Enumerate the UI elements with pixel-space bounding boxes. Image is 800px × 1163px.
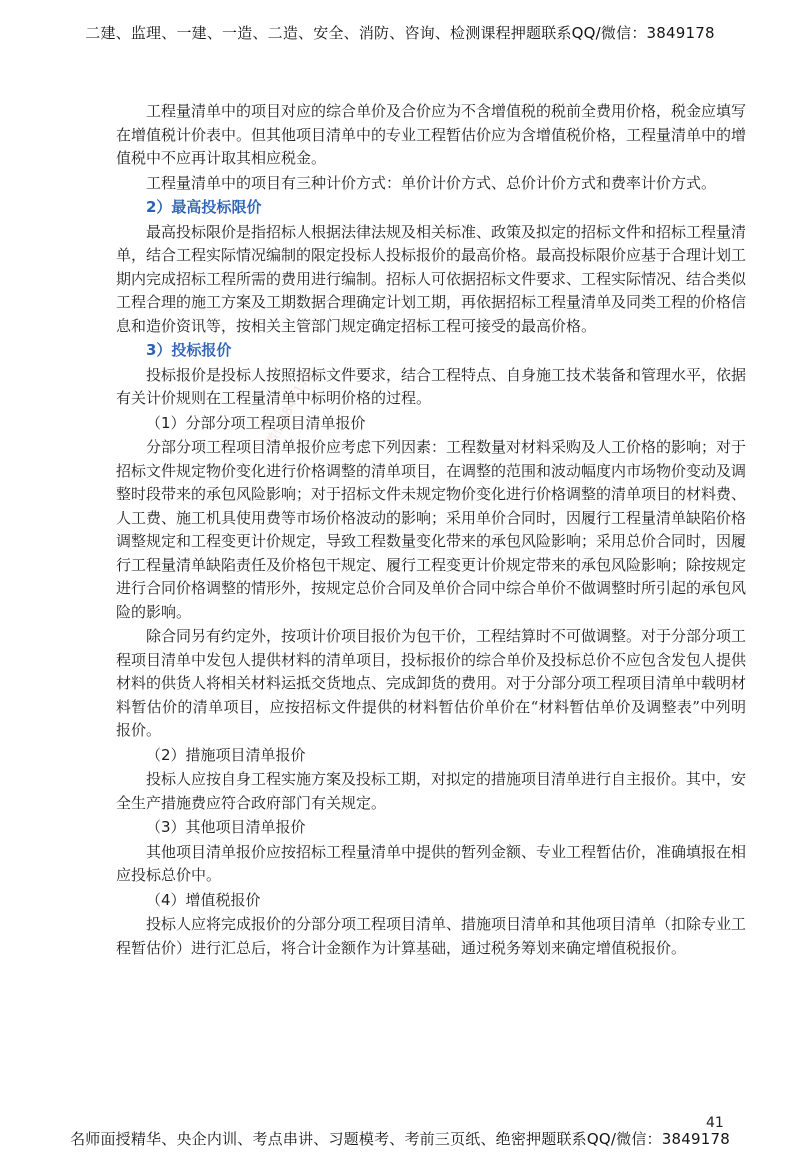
heading-max-bid-price: 2）最高投标限价 xyxy=(146,198,262,216)
header-banner: 二建、监理、一建、一造、二造、安全、消防、咨询、检测课程押题联系QQ/微信：3849178 xyxy=(85,24,715,42)
subheading-other-list: （3）其他项目清单报价 xyxy=(146,818,306,836)
paragraph-bid-price: 投标报价是投标人按照招标文件要求，结合工程特点、自身施工技术装备和管理水平，依据有关计价规则在工程量清单中标明价格的过程。 xyxy=(116,365,747,407)
paragraph-pricing-methods: 工程量清单中的项目有三种计价方式：单价计价方式、总价计价方式和费率计价方式。 xyxy=(146,173,717,192)
watermark-text: 微信3849178 xyxy=(263,367,317,449)
page-body xyxy=(116,100,746,961)
heading-bid-price: 3）投标报价 xyxy=(146,341,232,359)
footer-banner: 名师面授精华、央企内训、考点串讲、习题模考、考前三页纸、绝密押题联系QQ/微信：3849178 xyxy=(70,1130,730,1148)
subheading-sub-item-list: （1）分部分项工程项目清单报价 xyxy=(146,413,366,432)
subheading-measures-list: （2）措施项目清单报价 xyxy=(146,745,306,764)
paragraph-sub-item-factors: 分部分项工程项目清单报价应考虑下列因素：工程数量对材料采购及人工价格的影响；对于招标文件规定物价变化进行价格调整的清单项目，在调整的范围和波动幅度内市场物价变动及调整时段带来的承包风险影响；对于招标文件未规定物价变化进行价格调整的清单项目的材料费、人工费、施工机具使用费等市场价格波动的影响；采用单价合同时，因履行工程量清单缺陷价格调整规定和工程变更计价规定，导致工程数量变化带来的承包风险影响；采用总价合同时，因履行工程量清单缺陷责任及价格包干规定、履行工程变更计价规定带来的承包风险影响；除按规定进行合同价格调整的情形外，按规定总价合同及单价合同中综合单价不做调整时所引起的承包风险的影响。 xyxy=(116,438,747,621)
paragraph-other-list: 其他项目清单报价应按招标工程量清单中提供的暂列金额、专业工程暂估价，准确填报在相应投标总价中。 xyxy=(116,842,747,884)
paragraph-vat: 投标人应将完成报价的分部分项工程项目清单、措施项目清单和其他项目清单（扣除专业工程暂估价）进行汇总后，将合计金额作为计算基础，通过税务筹划来确定增值税报价。 xyxy=(116,915,747,957)
page-number: 41 xyxy=(706,1115,724,1131)
paragraph-sub-item-lump-sum: 除合同另有约定外，按项计价项目报价为包干价，工程结算时不可做调整。对于分部分项工程项目清单中发包人提供材料的清单项目，投标报价的综合单价及投标总价不应包含发包人提供材料的供货人将相关材料运抵交货地点、完成卸货的费用。对于分部分项工程项目清单中载明材料暂估价的清单项目，应按招标文件提供的材料暂估价单价在“材料暂估单价及调整表”中列明报价。 xyxy=(116,627,747,739)
paragraph-measures-list: 投标人应按自身工程实施方案及投标工期，对拟定的措施项目清单进行自主报价。其中，安全生产措施费应符合政府部门有关规定。 xyxy=(116,770,747,812)
subheading-vat: （4）增值税报价 xyxy=(146,890,261,909)
paragraph-tax-note: 工程量清单中的项目对应的综合单价及合价应为不含增值税的税前全费用价格，税金应填写在增值税计价表中。但其他项目清单中的专业工程暂估价应为含增值税价格，工程量清单中的增值税中不应再计取其相应税金。 xyxy=(116,102,747,167)
paragraph-max-bid-price: 最高投标限价是指招标人根据法律法规及相关标准、政策及拟定的招标文件和招标工程量清单，结合工程实际情况编制的限定投标人投标报价的最高价格。最高投标限价应基于合理计划工期内完成招标工程所需的费用进行编制。招标人可依据招标文件要求、工程实际情况、结合类似工程合理的施工方案及工期数据合理确定计划工期，再依据招标工程量清单及同类工程的价格信息和造价资讯等，按相关主管部门规定确定招标工程可接受的最高价格。 xyxy=(116,222,747,335)
